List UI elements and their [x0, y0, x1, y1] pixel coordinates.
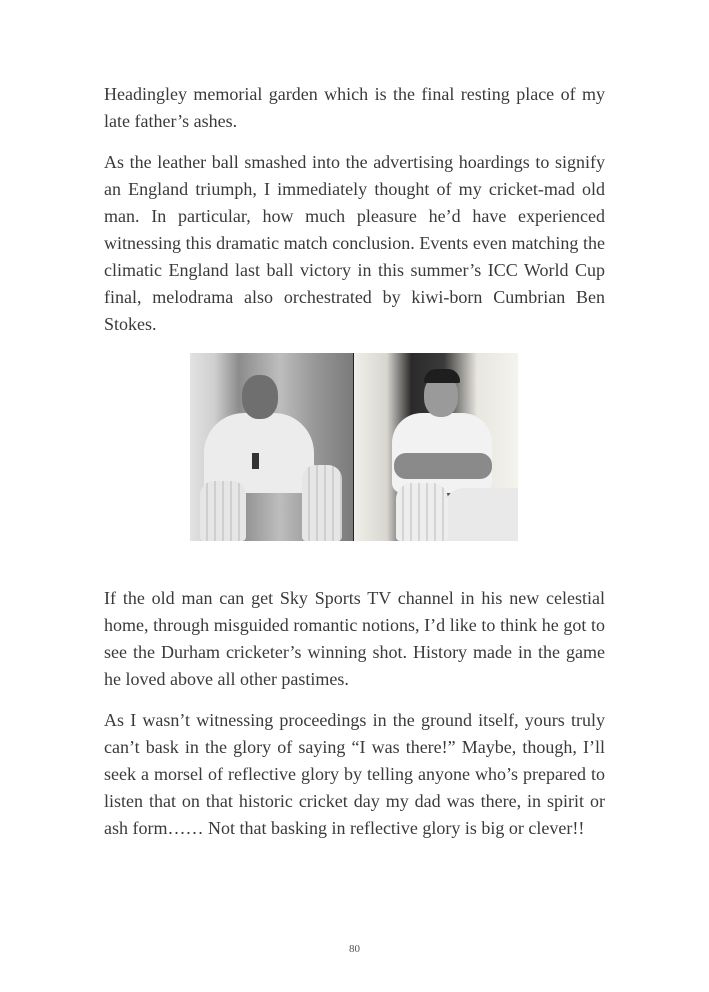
paragraph-2: As the leather ball smashed into the advertising hoardings to signify an England triumph, I immediately thought of my cricket-mad old man. In particular, how much pleasure he’d have experienced witnessing this dramatic match conclusion. Events even matching the climatic England last ball victory in this summer’s ICC World Cup final, melodrama also orchestrated by kiwi-born Cumbrian Ben Stokes.	[104, 152, 605, 334]
crossed-arms-shape	[394, 453, 492, 479]
legs-shape	[444, 488, 518, 541]
head-shape	[242, 375, 278, 419]
batting-pad-shape	[396, 483, 448, 541]
paragraph-1: Headingley memorial garden which is the final resting place of my late father’s ashes.	[104, 84, 605, 131]
page-number: 80	[349, 943, 360, 955]
cricketers-photo-pair	[190, 353, 518, 541]
cap-shape	[424, 369, 460, 383]
left-cricketer-photo	[190, 353, 353, 541]
batting-pad-shape	[200, 481, 246, 541]
paragraph-3: If the old man can get Sky Sports TV channel in his new celestial home, through misguided romantic notions, I’d like to think he got to see the Durham cricketer’s winning shot. History made in the game he loved above all other pastimes.	[104, 588, 605, 689]
right-cricketer-photo	[354, 353, 518, 541]
batting-pad-shape	[302, 465, 342, 541]
badge-shape	[252, 453, 259, 469]
paragraph-4: As I wasn’t witnessing proceedings in the ground itself, yours truly can’t bask in the glory of saying “I was there!” Maybe, though, I’ll seek a morsel of reflective glory by telling anyone who’s prepared to listen that on that historic cricket day my dad was there, in spirit or ash form…… Not that basking in reflective glory is big or clever!!	[104, 710, 605, 838]
